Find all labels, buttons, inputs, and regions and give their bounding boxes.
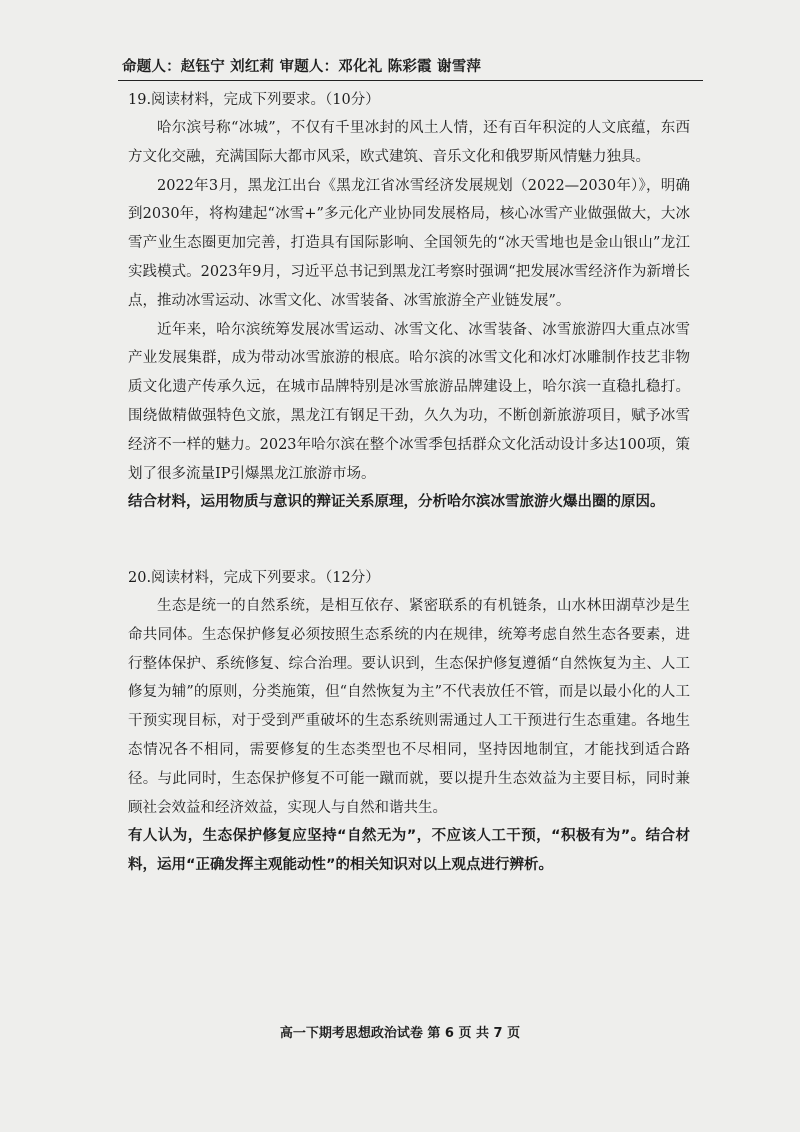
question-19-paragraph-3: 近年来，哈尔滨统筹发展冰雪运动、冰雪文化、冰雪装备、冰雪旅游四大重点冰雪产业发展集群，成为带动冰雪旅游的根底。哈尔滨的冰雪文化和冰灯冰雕制作技艺非物质文化遗产传承久远，在城市品牌特别是冰雪旅游品牌建设上，哈尔滨一直稳扎稳打。围绕做精做强特色文旅，黑龙江有钢足干劲，久久为功，不断创新旅游项目，赋予冰雪经济不一样的魅力。2023年哈尔滨在整个冰雪季包括群众文化活动设计多达100项，策划了很多流量IP引爆黑龙江旅游市场。 [128, 321, 690, 482]
header-divider [118, 80, 703, 81]
question-19-title: 19.阅读材料，完成下列要求。（10分） [128, 92, 380, 108]
question-20-task: 有人认为，生态保护修复应坚持“自然无为”，不应该人工干预，“积极有为”。结合材料，运用“正确发挥主观能动性”的相关知识对以上观点进行辨析。 [128, 828, 690, 874]
question-19-paragraph-2: 2022年3月，黑龙江出台《黑龙江省冰雪经济发展规划（2022—2030年）》，明确到2030年，将构建起“冰雪+”多元化产业协同发展格局，核心冰雪产业做强做大，大冰雪产业生态圈更加完善，打造具有国际影响、全国领先的“冰天雪地也是金山银山”龙江实践模式。2023年9月，习近平总书记到黑龙江考察时强调“把发展冰雪经济作为新增长点，推动冰雪运动、冰雪文化、冰雪装备、冰雪旅游全产业链发展”。 [128, 177, 690, 309]
question-20 [128, 564, 690, 880]
question-20-title: 20.阅读材料，完成下列要求。（12分） [128, 570, 380, 586]
question-19 [128, 86, 690, 517]
page-footer: 高一下期考思想政治试卷 第 6 页 共 7 页 [279, 1026, 521, 1041]
question-20-paragraph-1: 生态是统一的自然系统，是相互依存、紧密联系的有机链条，山水林田湖草沙是生命共同体。生态保护修复必须按照生态系统的内在规律，统筹考虑自然生态各要素，进行整体保护、系统修复、综合治理。要认识到，生态保护修复遵循“自然恢复为主、人工修复为辅”的原则，分类施策，但“自然恢复为主”不代表放任不管，而是以最小化的人工干预实现目标，对于受到严重破坏的生态系统则需通过人工干预进行生态重建。各地生态情况各不相同，需要修复的生态类型也不尽相同，坚持因地制宜，才能找到适合路径。与此同时，生态保护修复不可能一蹴而就，要以提升生态效益为主要目标，同时兼顾社会效益和经济效益，实现人与自然和谐共生。 [128, 598, 690, 816]
page-header: 命题人：赵钰宁 刘红莉 审题人：邓化礼 陈彩霞 谢雪萍 [122, 59, 482, 75]
question-19-paragraph-1: 哈尔滨号称“冰城”，不仅有千里冰封的风土人情，还有百年积淀的人文底蕴，东西方文化交融，充满国际大都市风采，欧式建筑、音乐文化和俄罗斯风情魅力独具。 [128, 120, 690, 165]
question-19-task: 结合材料，运用物质与意识的辩证关系原理，分析哈尔滨冰雪旅游火爆出圈的原因。 [128, 494, 665, 511]
